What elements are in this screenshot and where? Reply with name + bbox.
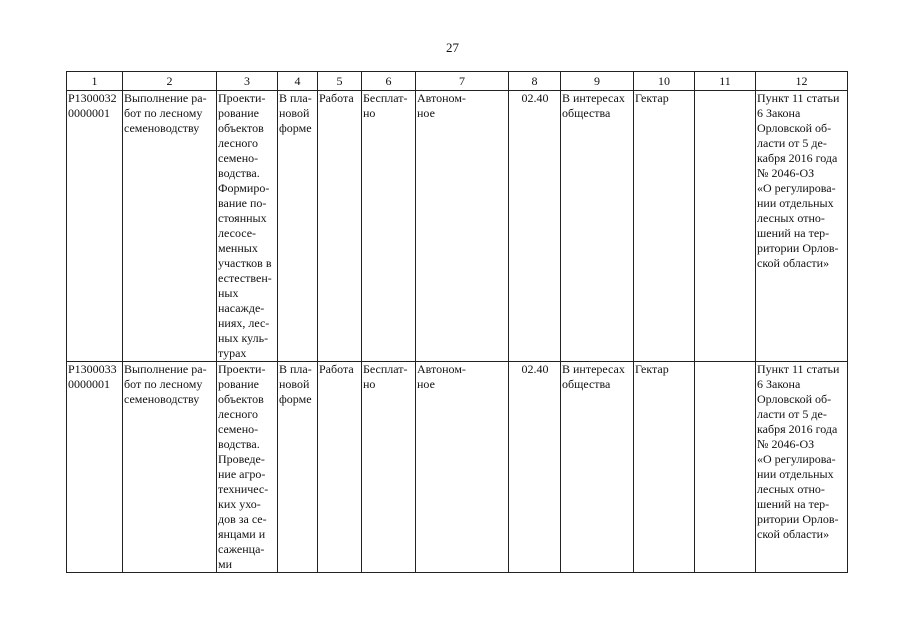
service-content: Проекти- рование объектов лесного семено- водства. Формиро- вание по- стоянных лесосе- менных участков в естествен- ных насажде- ниях, лес- ных куль- турах: [217, 91, 278, 362]
consumers: В интересах общества: [561, 362, 634, 573]
column-11-cell: [695, 362, 756, 573]
column-header: 2: [123, 72, 217, 91]
service-name: Выполнение ра- бот по лесному семеноводству: [123, 362, 217, 573]
column-header: 10: [634, 72, 695, 91]
service-type: Работа: [318, 362, 362, 573]
service-form: В пла- новой форме: [278, 362, 318, 573]
column-header: 8: [509, 72, 561, 91]
registry-code: Р1300032 0000001: [67, 91, 123, 362]
service-type: Работа: [318, 91, 362, 362]
column-header: 7: [416, 72, 509, 91]
institution-type: Автоном- ное: [416, 91, 509, 362]
header-row: [67, 72, 848, 91]
payment-type: Бесплат- но: [362, 91, 416, 362]
column-header: 11: [695, 72, 756, 91]
registry-table: [66, 71, 848, 573]
page-number: 27: [446, 40, 459, 55]
consumers: В интересах общества: [561, 91, 634, 362]
table-row: [67, 362, 848, 573]
column-header: 3: [217, 72, 278, 91]
unit: Гектар: [634, 362, 695, 573]
legal-basis: Пункт 11 статьи 6 Закона Орловской об- ласти от 5 де- кабря 2016 года № 2046-ОЗ «О регулирова- нии отдельных лесных отно- шений на тер- ритории Орлов- ской области»: [756, 362, 848, 573]
column-11-cell: [695, 91, 756, 362]
column-header: 6: [362, 72, 416, 91]
registry-code: Р1300033 0000001: [67, 362, 123, 573]
service-content: Проекти- рование объектов лесного семено- водства. Проведе- ние агро- техничес- ких ухо- дов за се- янцами и саженца- ми: [217, 362, 278, 573]
unit: Гектар: [634, 91, 695, 362]
column-header: 12: [756, 72, 848, 91]
table-row: [67, 91, 848, 362]
column-header: 4: [278, 72, 318, 91]
legal-basis: Пункт 11 статьи 6 Закона Орловской об- ласти от 5 де- кабря 2016 года № 2046-ОЗ «О регулирова- нии отдельных лесных отно- шений на тер- ритории Орлов- ской области»: [756, 91, 848, 362]
column-header: 9: [561, 72, 634, 91]
column-header: 5: [318, 72, 362, 91]
column-header: 1: [67, 72, 123, 91]
payment-type: Бесплат- но: [362, 362, 416, 573]
service-name: Выполнение ра- бот по лесному семеноводству: [123, 91, 217, 362]
okved-code: 02.40: [509, 91, 561, 362]
service-form: В пла- новой форме: [278, 91, 318, 362]
institution-type: Автоном- ное: [416, 362, 509, 573]
okved-code: 02.40: [509, 362, 561, 573]
